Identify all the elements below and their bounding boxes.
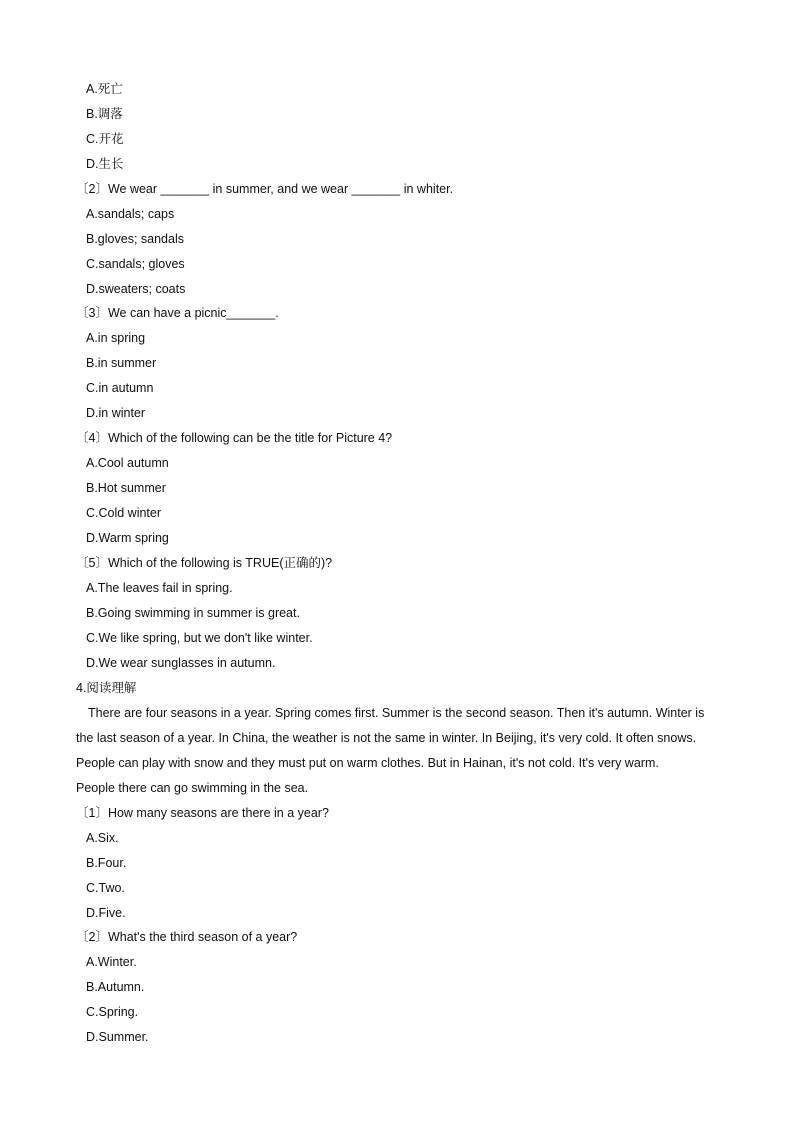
question-stem: 〔5〕Which of the following is TRUE(正确的)? — [76, 556, 333, 570]
option-d: D.Summer. — [86, 1030, 149, 1044]
option-a: A.in spring — [86, 331, 146, 345]
passage-line: There are four seasons in a year. Spring comes first. Summer is the second season. Then it's autumn. Winter is — [88, 706, 705, 720]
option-a: A.sandals; caps — [86, 207, 175, 221]
option-c: C.sandals; gloves — [86, 257, 185, 271]
question-stem: 〔4〕Which of the following can be the title for Picture 4? — [76, 431, 393, 445]
section-heading: 4.阅读理解 — [76, 681, 137, 695]
option-c: C.Two. — [86, 881, 125, 895]
passage-line: People can play with snow and they must put on warm clothes. But in Hainan, it's not cold. It's very warm. — [76, 756, 659, 770]
question-stem: 〔2〕We wear _______ in summer, and we wear _______ in whiter. — [76, 182, 454, 196]
question-stem: 〔2〕What's the third season of a year? — [76, 930, 298, 944]
option-b: B.Four. — [86, 856, 127, 870]
option-c: C.We like spring, but we don't like winter. — [86, 631, 313, 645]
option-a: A.Cool autumn — [86, 456, 169, 470]
option-a: A.The leaves fail in spring. — [86, 581, 233, 595]
option-d: D.sweaters; coats — [86, 282, 186, 296]
passage-line: People there can go swimming in the sea. — [76, 781, 309, 795]
option-d: D.Five. — [86, 906, 126, 920]
option-a: A.死亡 — [86, 82, 123, 96]
option-b: B.Hot summer — [86, 481, 166, 495]
option-d: D.生长 — [86, 157, 124, 171]
question-stem: 〔3〕We can have a picnic_______. — [76, 306, 279, 320]
option-b: B.in summer — [86, 356, 157, 370]
option-a: A.Six. — [86, 831, 119, 845]
option-d: D.We wear sunglasses in autumn. — [86, 656, 276, 670]
passage-line: the last season of a year. In China, the weather is not the same in winter. In Beijing, it's very cold. It often snows. — [76, 731, 697, 745]
option-c: C.Spring. — [86, 1005, 139, 1019]
option-c: C.in autumn — [86, 381, 154, 395]
question-stem: 〔1〕How many seasons are there in a year? — [76, 806, 329, 820]
option-a: A.Winter. — [86, 955, 137, 969]
option-d: D.in winter — [86, 406, 146, 420]
option-b: B.Going swimming in summer is great. — [86, 606, 300, 620]
option-b: B.Autumn. — [86, 980, 145, 994]
option-b: B.调落 — [86, 107, 123, 121]
option-c: C.Cold winter — [86, 506, 162, 520]
option-c: C.开花 — [86, 132, 124, 146]
option-d: D.Warm spring — [86, 531, 169, 545]
option-b: B.gloves; sandals — [86, 232, 184, 246]
